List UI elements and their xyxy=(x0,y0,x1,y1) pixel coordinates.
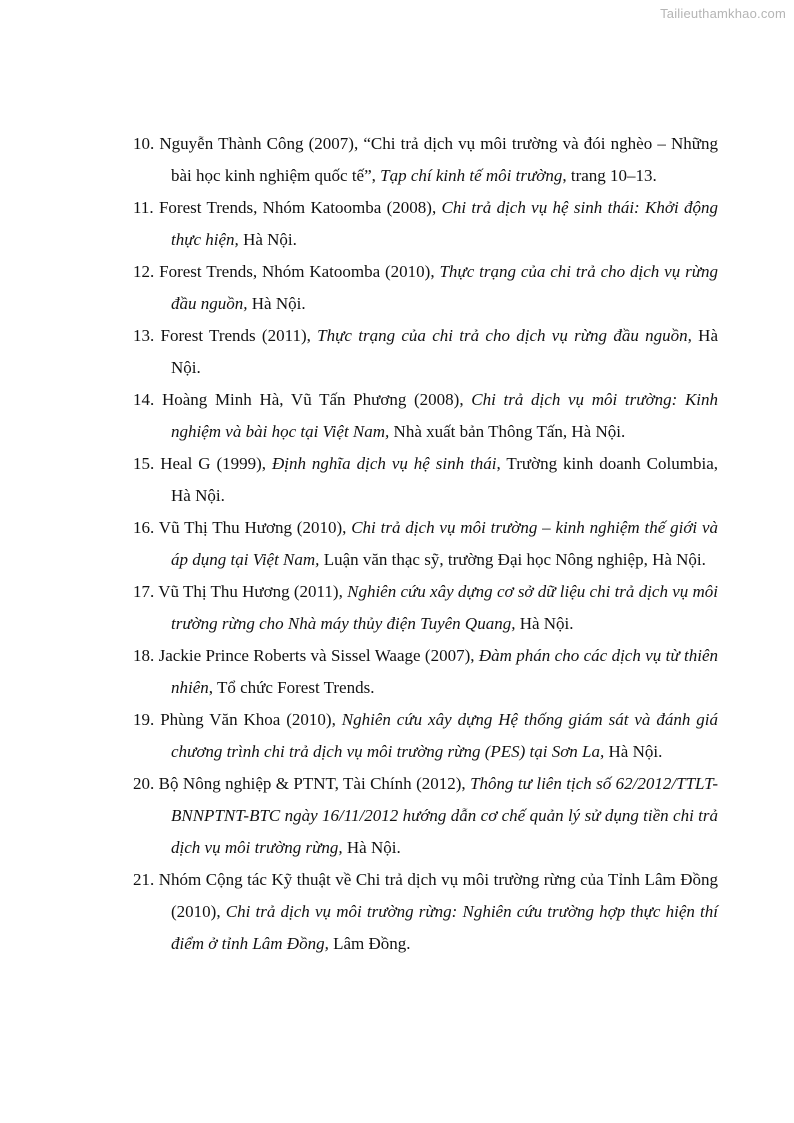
ref-authors: Forest Trends, Nhóm Katoomba (2010), xyxy=(159,262,440,281)
watermark: Tailieuthamkhao.com xyxy=(660,6,786,21)
reference-item xyxy=(133,448,718,512)
ref-title: Chi trả dịch vụ môi trường: Kinh nghiệm và bài học tại Việt Nam, xyxy=(171,390,719,441)
ref-authors: Vũ Thị Thu Hương (2011), xyxy=(158,582,348,601)
ref-number: 20. xyxy=(133,774,155,793)
ref-authors: Nguyễn Thành Công (2007), “Chi trả dịch vụ môi trường và đói nghèo – Những bài học kinh nghiệm quốc tế”, xyxy=(159,134,718,185)
ref-publisher: Hà Nội. xyxy=(515,614,574,633)
ref-number: 17. xyxy=(133,582,155,601)
ref-number: 19. xyxy=(133,710,155,729)
ref-publisher: Hà Nội. xyxy=(247,294,306,313)
ref-title: Thực trạng của chi trả cho dịch vụ rừng đầu nguồn, xyxy=(171,262,718,313)
reference-item xyxy=(133,864,718,960)
ref-title: Nghiên cứu xây dựng cơ sở dữ liệu chi trả dịch vụ môi trường rừng cho Nhà máy thủy điện Tuyên Quang, xyxy=(171,582,719,633)
ref-authors: Bộ Nông nghiệp & PTNT, Tài Chính (2012), xyxy=(158,774,471,793)
reference-item xyxy=(133,384,718,448)
reference-item xyxy=(133,640,718,704)
ref-number: 14. xyxy=(133,390,155,409)
ref-publisher: Hà Nội. xyxy=(238,230,297,249)
ref-authors: Forest Trends, Nhóm Katoomba (2008), xyxy=(158,198,442,217)
ref-title: Thông tư liên tịch số 62/2012/TTLT-BNNPTNT-BTC ngày 16/11/2012 hướng dẫn cơ chế quản lý sử dụng tiền chi trả dịch vụ môi trường rừng, xyxy=(171,774,719,857)
ref-authors: Heal G (1999), xyxy=(160,454,272,473)
reference-item xyxy=(133,704,718,768)
ref-authors: Hoàng Minh Hà, Vũ Tấn Phương (2008), xyxy=(161,390,472,409)
ref-number: 10. xyxy=(133,134,155,153)
ref-title: Thực trạng của chi trả cho dịch vụ rừng đầu nguồn, xyxy=(317,326,692,345)
ref-title: Định nghĩa dịch vụ hệ sinh thái xyxy=(271,454,497,473)
reference-item xyxy=(133,768,718,864)
reference-item xyxy=(133,512,718,576)
ref-publisher: , Trường kinh doanh Columbia, Hà Nội. xyxy=(171,454,718,505)
reference-item xyxy=(133,256,718,320)
ref-number: 13. xyxy=(133,326,155,345)
ref-number: 15. xyxy=(133,454,155,473)
ref-publisher: Hà Nội. xyxy=(604,742,663,761)
reference-item xyxy=(133,128,718,192)
reference-list xyxy=(133,128,718,960)
ref-title: Đàm phán cho các dịch vụ từ thiên nhiên xyxy=(171,646,718,697)
ref-authors: Phùng Văn Khoa (2010), xyxy=(160,710,342,729)
ref-title: Tạp chí kinh tế môi trường xyxy=(380,166,563,185)
ref-publisher: Lâm Đồng. xyxy=(328,934,411,953)
ref-publisher: Luận văn thạc sỹ, trường Đại học Nông nghiệp, Hà Nội. xyxy=(319,550,706,569)
ref-number: 11. xyxy=(133,198,154,217)
ref-publisher: , trang 10–13. xyxy=(562,166,657,185)
reference-item xyxy=(133,320,718,384)
ref-authors: Forest Trends (2011), xyxy=(160,326,318,345)
ref-title: Chi trả dịch vụ môi trường – kinh nghiệm thế giới và áp dụng tại Việt Nam, xyxy=(171,518,719,569)
ref-number: 18. xyxy=(133,646,155,665)
ref-authors: Jackie Prince Roberts và Sissel Waage (2007), xyxy=(158,646,479,665)
ref-publisher: Hà Nội. xyxy=(171,326,718,377)
ref-authors: Vũ Thị Thu Hương (2010), xyxy=(158,518,352,537)
ref-number: 16. xyxy=(133,518,155,537)
ref-publisher: Nhà xuất bản Thông Tấn, Hà Nội. xyxy=(389,422,626,441)
ref-number: 21. xyxy=(133,870,155,889)
ref-publisher: Hà Nội. xyxy=(342,838,401,857)
reference-item xyxy=(133,192,718,256)
ref-title: Chi trả dịch vụ hệ sinh thái: Khởi động thực hiện, xyxy=(171,198,718,249)
ref-number: 12. xyxy=(133,262,155,281)
ref-publisher: , Tổ chức Forest Trends. xyxy=(208,678,375,697)
ref-title: Nghiên cứu xây dựng Hệ thống giám sát và đánh giá chương trình chi trả dịch vụ môi trường rừng (PES) tại Sơn La, xyxy=(171,710,718,761)
ref-authors: Nhóm Cộng tác Kỹ thuật về Chi trả dịch vụ môi trường rừng của Tỉnh Lâm Đồng (2010), xyxy=(158,870,719,921)
ref-title: Chi trả dịch vụ môi trường rừng: Nghiên cứu trường hợp thực hiện thí điểm ở tỉnh Lâm Đồng, xyxy=(171,902,718,953)
reference-item xyxy=(133,576,718,640)
